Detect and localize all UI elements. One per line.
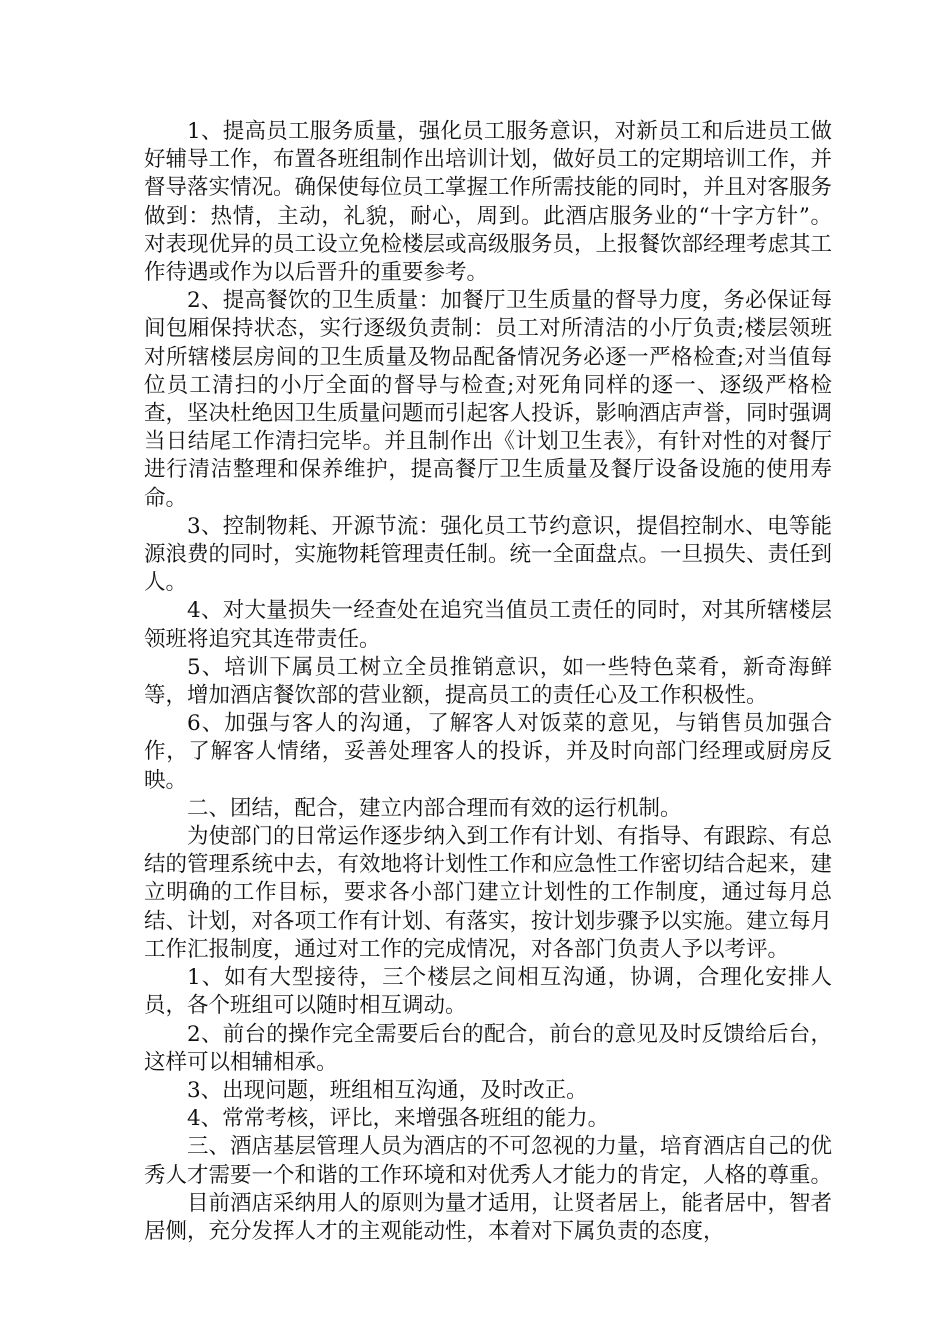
paragraph-loss-responsibility: 4、对大量损失一经查处在追究当值员工责任的同时，对其所辖楼层领班将追究其连带责任。: [144, 598, 832, 652]
paragraph-management-system: 为使部门的日常运作逐步纳入到工作有计划、有指导、有跟踪、有总结的管理系统中去，有效地将计划性工作和应急性工作密切结合起来，建立明确的工作目标，要求各小部门建立计划性的工作制度，通过每月总结、计划，对各项工作有计划、有落实，按计划步骤予以实施。建立每月工作汇报制度，通过对工作的完成情况，对各部门负责人予以考评。: [144, 824, 833, 962]
paragraph-sales-training: 5、培训下属员工树立全员推销意识，如一些特色菜肴，新奇海鲜等，增加酒店餐饮部的营业额，提高员工的责任心及工作积极性。: [144, 654, 832, 709]
paragraph-dining-hygiene: 2、提高餐饮的卫生质量：加餐厅卫生质量的督导力度，务必保证每间包厢保持状态，实行逐级负责制：员工对所清洁的小厅负责;楼层领班对所辖楼层房间的卫生质量及物品配备情况务必逐一严格检查;对当值每位员工清扫的小厅全面的督导与检查;对死角同样的逐一、逐级严格检查，坚决杜绝因卫生质量问题而引起客人投诉，影响酒店声誉，同时强调当日结尾工作清扫完毕。并且制作出《计划卫生表》，有针对性的对餐厅进行清洁整理和保养维护，提高餐厅卫生质量及餐厅设备设施的使用寿命。: [144, 288, 833, 511]
paragraph-assessment: 4、常常考核，评比，来增强各班组的能力。: [187, 1106, 610, 1132]
document-body: [144, 118, 832, 1246]
paragraph-cost-control: 3、控制物耗、开源节流：强化员工节约意识，提倡控制水、电等能源浪费的同时，实施物耗管理责任制。统一全面盘点。一旦损失、责任到人。: [144, 513, 833, 596]
paragraph-front-back-cooperation: 2、前台的操作完全需要后台的配合，前台的意见及时反馈给后台，这样可以相辅相承。: [144, 1021, 832, 1075]
section-heading-management-staff: 三、酒店基层管理人员为酒店的不可忽视的力量，培育酒店自己的优秀人才需要一个和谐的工作环境和对优秀人才能力的肯定，人格的尊重。: [144, 1134, 833, 1188]
paragraph-large-reception: 1、如有大型接待，三个楼层之间相互沟通，协调，合理化安排人员，各个班组可以随时相互调动。: [144, 965, 832, 1019]
paragraph-guest-communication: 6、加强与客人的沟通，了解客人对饭菜的意见，与销售员加强合作，了解客人情绪，妥善处理客人的投诉，并及时向部门经理或厨房反映。: [144, 711, 832, 793]
paragraph-problem-correction: 3、出现问题，班组相互沟通，及时改正。: [187, 1077, 588, 1103]
section-heading-teamwork: 二、团结，配合，建立内部合理而有效的运行机制。: [187, 795, 682, 821]
paragraph-talent-principle: 目前酒店采纳用人的原则为量才适用，让贤者居上，能者居中，智者居侧，充分发挥人才的主观能动性，本着对下属负责的态度，: [144, 1190, 833, 1244]
paragraph-staff-service-quality: 1、提高员工服务质量，强化员工服务意识，对新员工和后进员工做好辅导工作，布置各班组制作出培训计划，做好员工的定期培训工作，并督导落实情况。确保使每位员工掌握工作所需技能的同时，并且对客服务做到：热情，主动，礼貌，耐心，周到。此酒店服务业的“十字方针”。对表现优异的员工设立免检楼层或高级服务员，上报餐饮部经理考虑其工作待遇或作为以后晋升的重要参考。: [144, 119, 833, 286]
